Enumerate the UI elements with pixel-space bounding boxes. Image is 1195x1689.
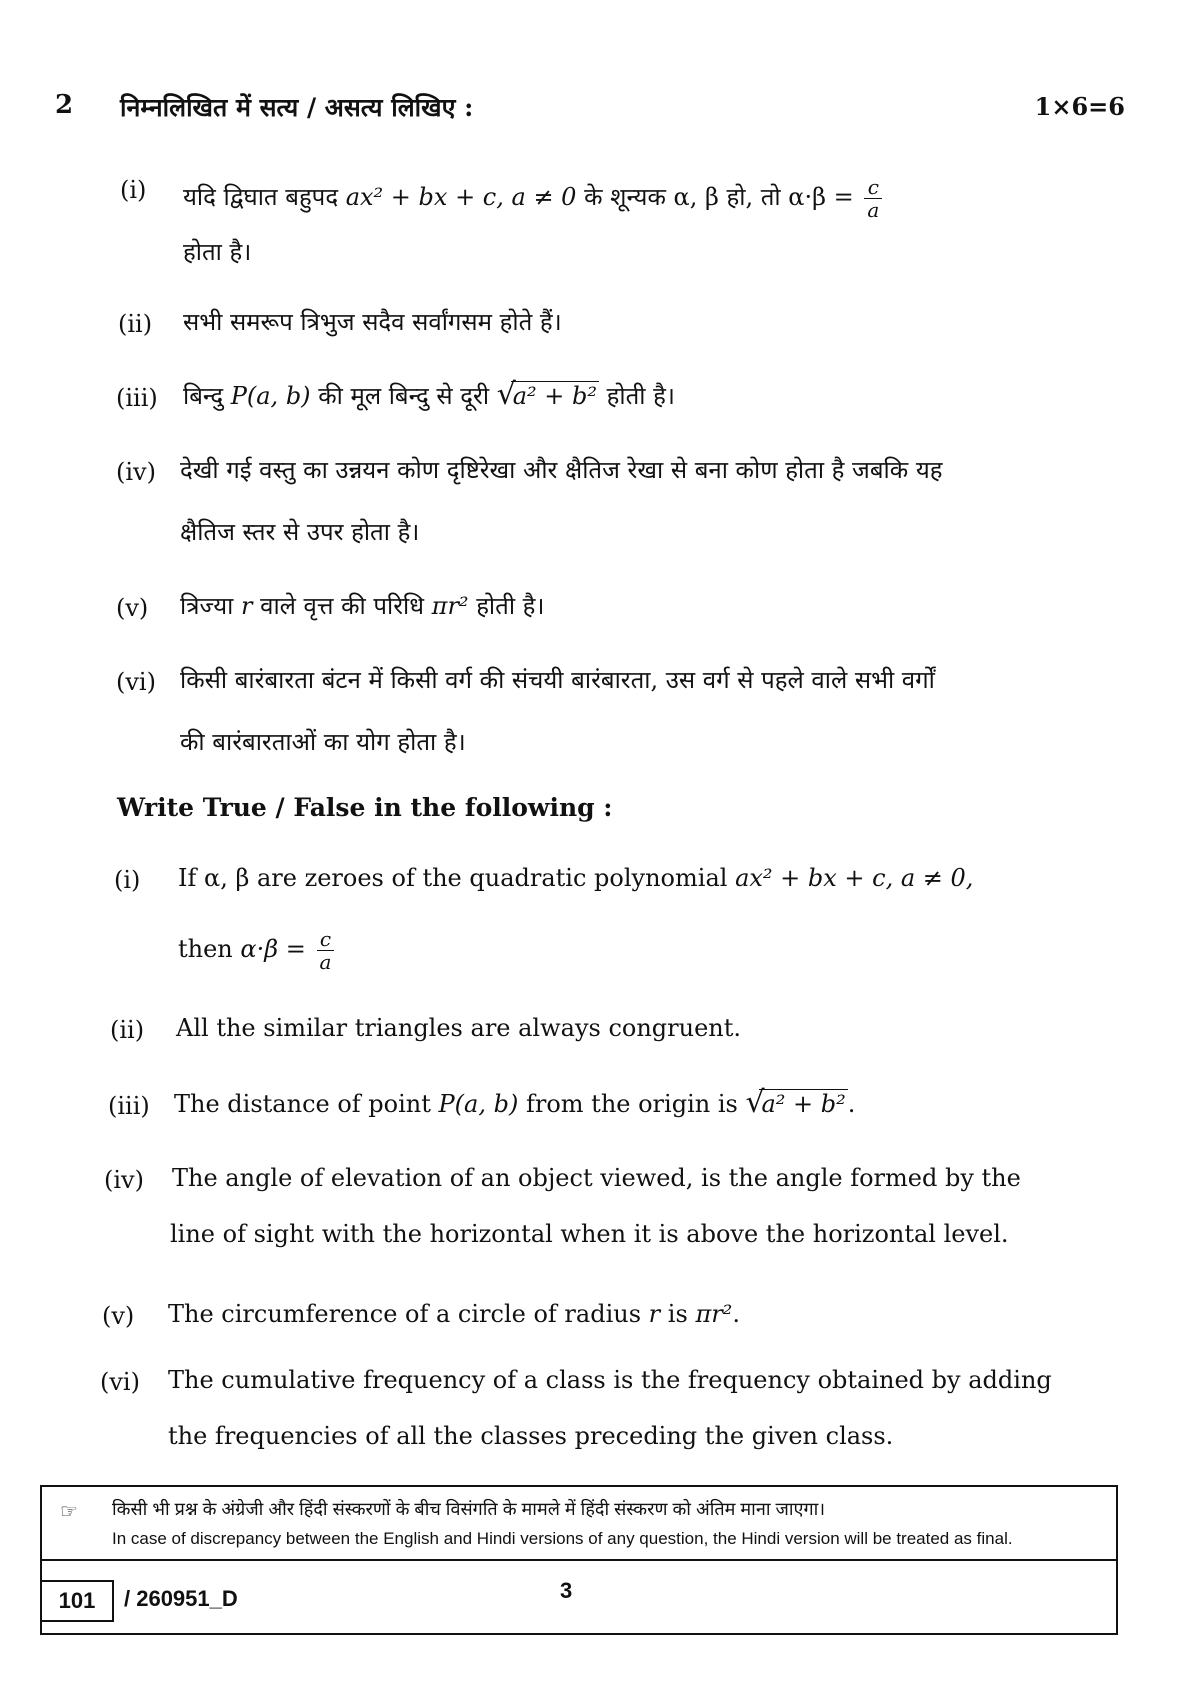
fraction-denominator: a [867,198,880,222]
square-root-expression: √ a² + b² [496,377,597,412]
fraction-numerator: c [864,176,882,199]
item-text-pre: बिन्दु [183,382,224,410]
item-number: (iv) [104,1166,144,1194]
item-text: किसी बारंबारता बंटन में किसी वर्ग की संचयी बारंबारता, उस वर्ग से पहले वाले सभी वर्गों [180,666,935,694]
item-text-pre: The distance of point [174,1090,431,1118]
item-number: (v) [102,1302,135,1330]
item-number: (iv) [116,458,156,486]
item-text [178,866,973,890]
item-text-pre: The circumference of a circle of radius [168,1300,642,1328]
question-title-hindi: निम्नलिखित में सत्य / असत्य लिखिए : [120,93,474,122]
variable-r: r [240,592,253,620]
item-text-mid: is [667,1300,688,1328]
item-text-line2: the frequencies of all the classes preceding the given class. [168,1422,894,1450]
item-text-line2: की बारंबारताओं का योग होता है। [180,728,466,756]
item-number: (v) [116,594,149,622]
item-text-then: then [178,935,233,963]
item-text [168,1302,740,1326]
item-text: सभी समरूप त्रिभुज सदैव सर्वांगसम होते हैं। [183,308,562,336]
item-text-pre: त्रिज्या [180,592,234,620]
item-text-mid: from the origin is [525,1090,738,1118]
item-number: (i) [114,866,141,894]
page-number: 3 [560,1578,573,1603]
expression-pi-r-squared: πr² [695,1300,733,1328]
item-text-mid: की मूल बिन्दु से दूरी [318,382,490,410]
question-number: 2 [55,90,74,120]
paper-code-box: 101 [40,1580,114,1622]
paper-id: / 260951_D [124,1586,238,1611]
point-label: P(a, b) [230,382,311,410]
item-text-line2 [178,928,337,973]
item-text: देखी गई वस्तु का उन्नयन कोण दृष्टिरेखा और क्षैतिज रेखा से बना कोण होता है जबकि यह [180,456,943,484]
item-text [183,176,885,221]
item-number: (iii) [108,1092,150,1120]
notice-english: In case of discrepancy between the English and Hindi versions of any question, the Hindi version will be treated as final. [112,1529,1013,1548]
item-text-mid: वाले वृत्त की परिधि [260,592,425,620]
notice-hindi: किसी भी प्रश्न के अंग्रेजी और हिंदी संस्करणों के बीच विसंगति के मामले में हिंदी संस्करण को अंतिम माना जाएगा। [112,1499,826,1519]
item-number: (vi) [100,1368,140,1396]
item-text-line2: line of sight with the horizontal when it is above the horizontal level. [170,1220,1009,1248]
pointing-hand-icon: ☞ [60,1501,78,1523]
item-text [174,1085,856,1120]
item-text-post: होती है। [606,382,675,410]
fraction-numerator: c [317,928,335,951]
item-text-post: होती है। [476,592,545,620]
item-text-post: . [732,1300,740,1328]
item-number: (iii) [116,384,158,412]
item-text-line2: क्षैतिज स्तर से उपर होता है। [180,518,420,546]
item-number: (i) [120,176,147,204]
radicand: a² + b² [512,382,597,410]
marks-label: 1×6=6 [1034,92,1125,121]
point-label: P(a, b) [438,1090,519,1118]
fraction-denominator: a [319,950,332,974]
expression-pi-r-squared: πr² [431,592,469,620]
item-text [180,594,545,618]
fraction-c-over-a [864,176,882,221]
item-text: The cumulative frequency of a class is the frequency obtained by adding [168,1366,1052,1394]
item-text: All the similar triangles are always congruent. [176,1014,742,1042]
item-text-post: के शून्यक α, β हो, तो α·β = [584,183,854,211]
item-text: The angle of elevation of an object viewed, is the angle formed by the [172,1164,1021,1192]
square-root-expression: √ a² + b² [745,1085,846,1120]
fraction-c-over-a [317,928,335,973]
discrepancy-notice [40,1485,1118,1561]
polynomial: ax² + bx + c, a ≠ 0 [345,183,577,211]
item-number: (ii) [110,1016,145,1044]
item-number: (vi) [116,668,156,696]
radicand: a² + b² [761,1090,846,1118]
polynomial: ax² + bx + c, a ≠ 0, [735,864,974,892]
item-text-line2: होता है। [183,238,252,266]
english-heading: Write True / False in the following : [117,793,613,822]
expression-alpha-beta: α·β = [240,935,306,963]
item-text-pre: If α, β are zeroes of the quadratic polynomial [178,864,728,892]
variable-r: r [648,1300,661,1328]
item-text [183,377,675,412]
item-number: (ii) [118,310,153,338]
item-text-post: . [847,1090,856,1118]
item-text-pre: यदि द्विघात बहुपद [183,183,339,211]
